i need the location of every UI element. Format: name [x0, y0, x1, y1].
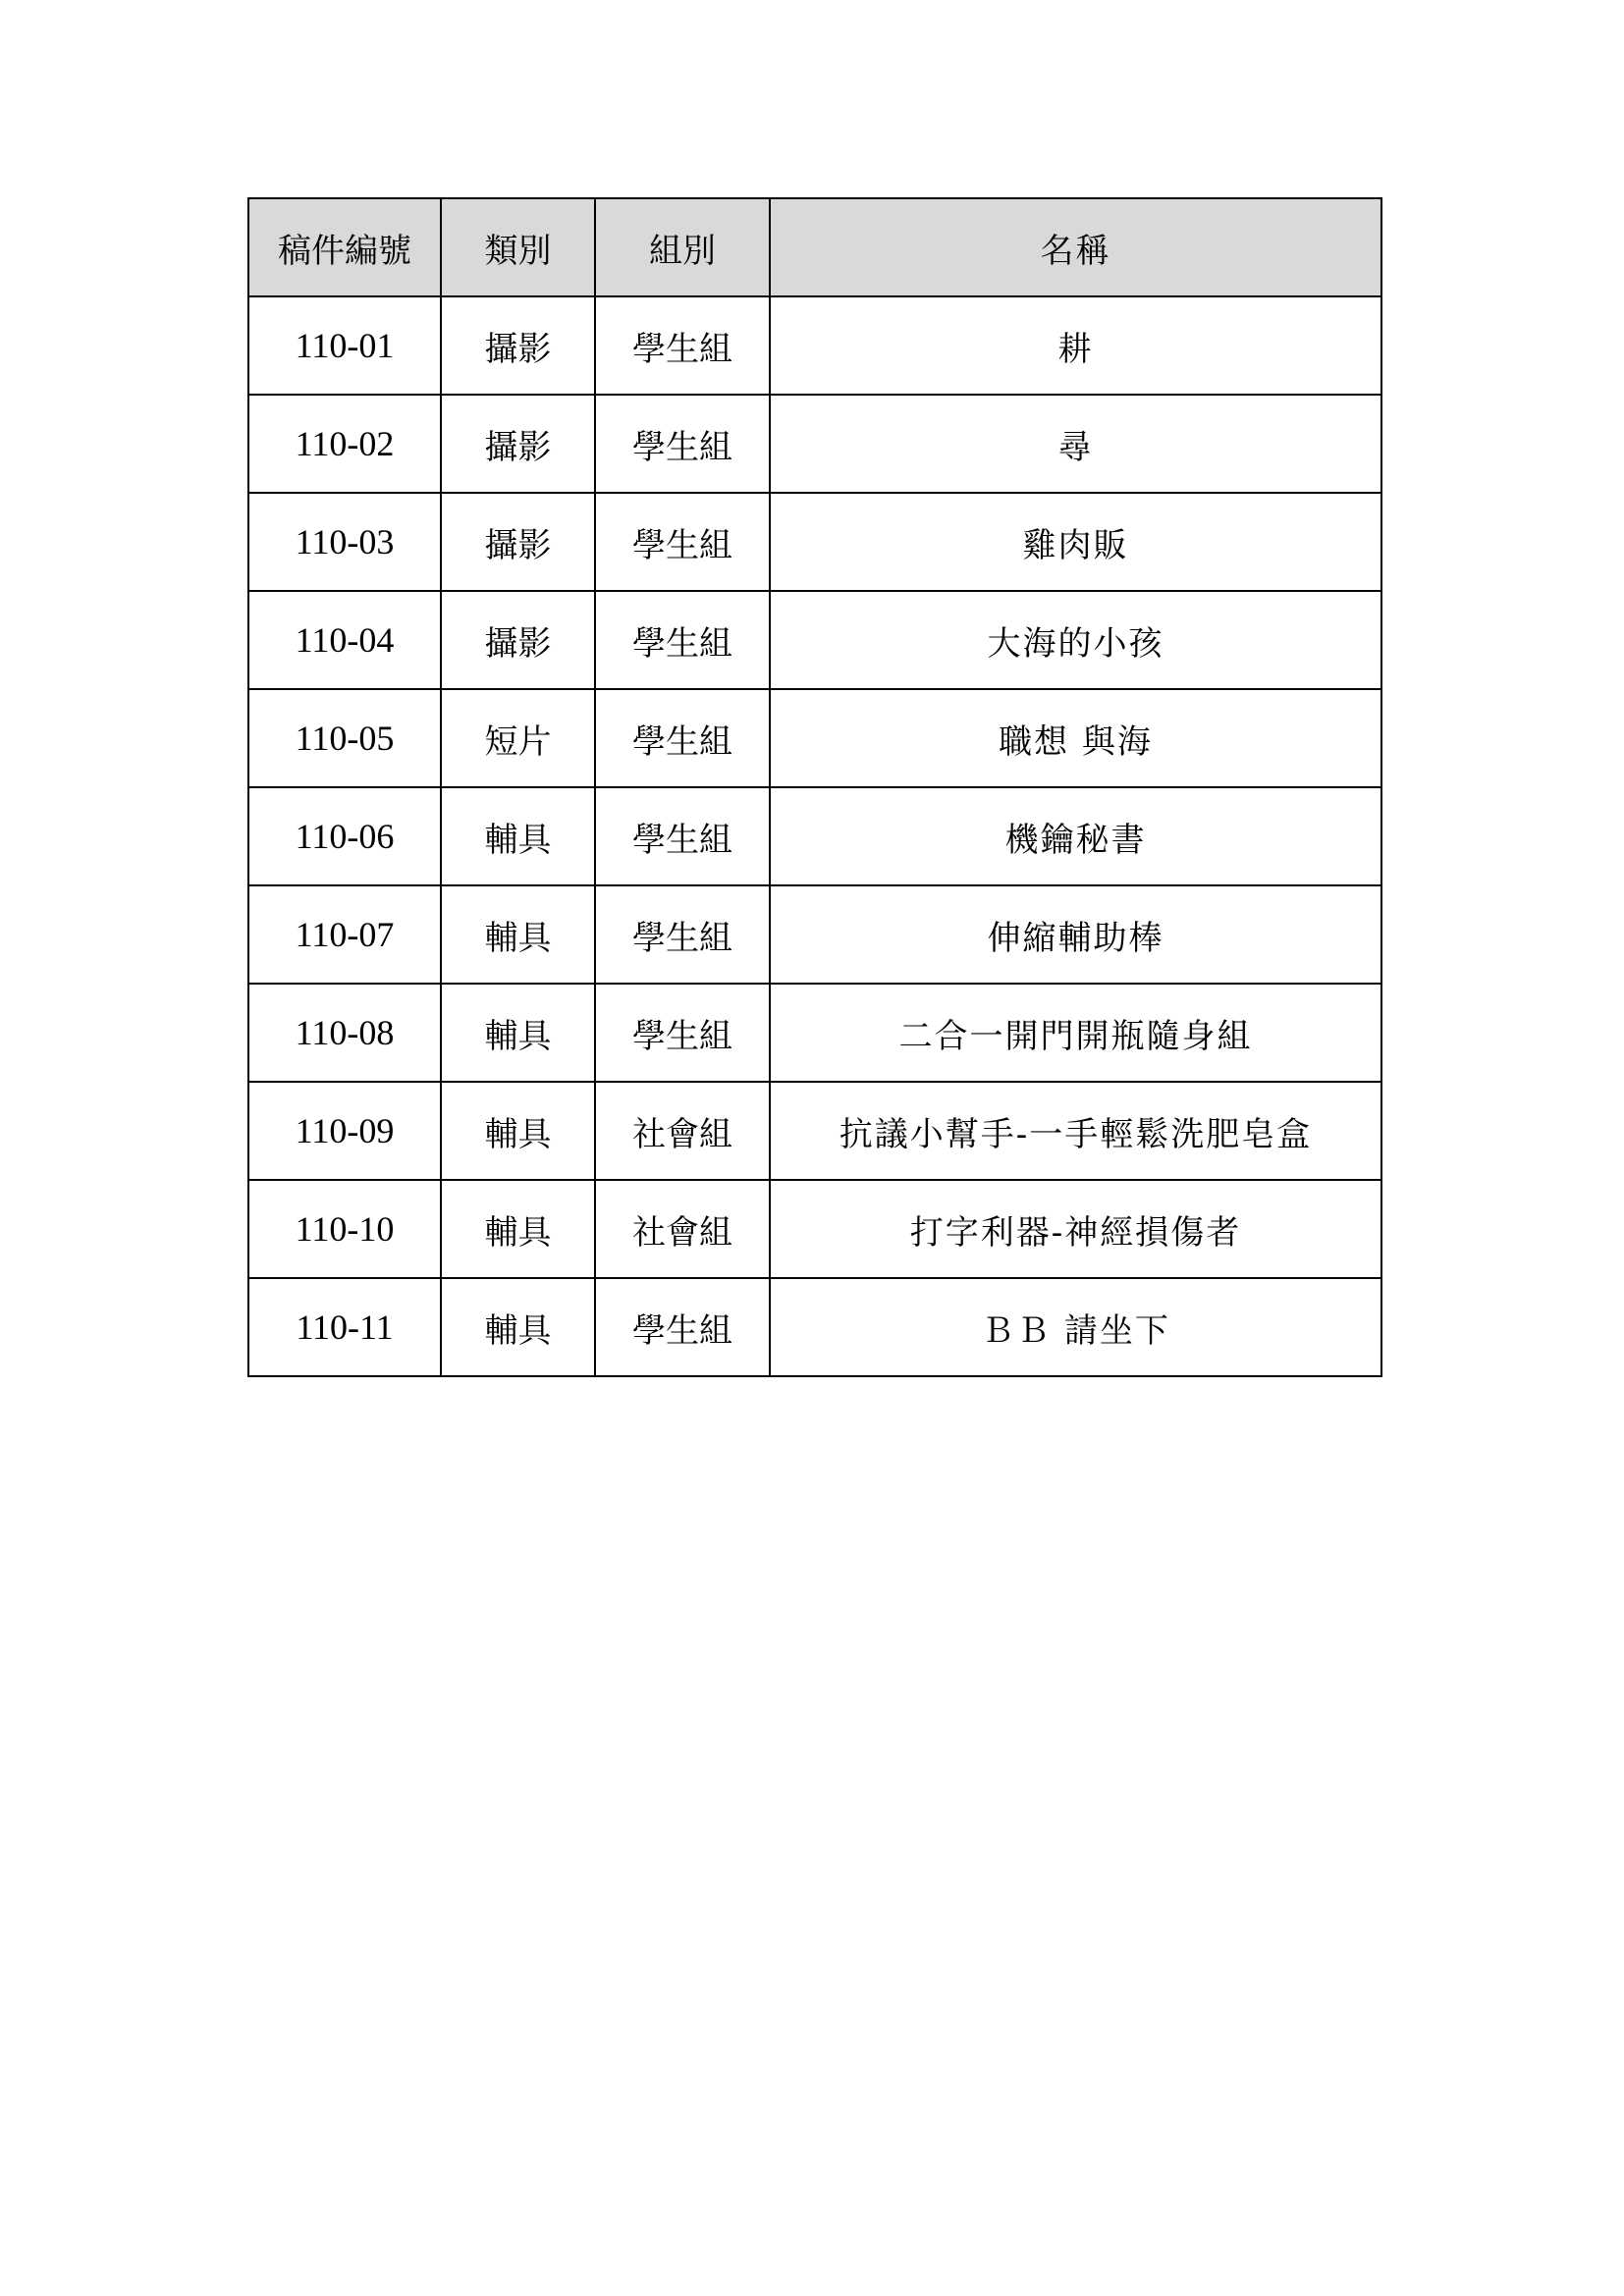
- cell-id: 110-11: [248, 1278, 441, 1376]
- cell-id: 110-01: [248, 296, 441, 395]
- cell-category: 攝影: [441, 395, 595, 493]
- cell-group: 學生組: [595, 591, 770, 689]
- cell-id: 110-09: [248, 1082, 441, 1180]
- cell-id: 110-06: [248, 787, 441, 885]
- cell-id: 110-07: [248, 885, 441, 984]
- cell-name: 抗議小幫手-一手輕鬆洗肥皂盒: [770, 1082, 1381, 1180]
- table-row: [248, 1278, 1381, 1376]
- table-row: [248, 591, 1381, 689]
- cell-category: 攝影: [441, 493, 595, 591]
- cell-name: 大海的小孩: [770, 591, 1381, 689]
- cell-group: 社會組: [595, 1082, 770, 1180]
- table-header-row: [248, 198, 1381, 296]
- table-row: [248, 689, 1381, 787]
- table-row: [248, 885, 1381, 984]
- cell-id: 110-04: [248, 591, 441, 689]
- table-row: [248, 395, 1381, 493]
- cell-category: 攝影: [441, 591, 595, 689]
- table-row: [248, 1180, 1381, 1278]
- cell-name: 耕: [770, 296, 1381, 395]
- cell-id: 110-03: [248, 493, 441, 591]
- cell-id: 110-05: [248, 689, 441, 787]
- table-row: [248, 296, 1381, 395]
- cell-group: 學生組: [595, 296, 770, 395]
- header-group: 組別: [595, 198, 770, 296]
- cell-group: 學生組: [595, 885, 770, 984]
- cell-name: 機鑰秘書: [770, 787, 1381, 885]
- cell-name: 打字利器-神經損傷者: [770, 1180, 1381, 1278]
- cell-category: 輔具: [441, 984, 595, 1082]
- cell-id: 110-02: [248, 395, 441, 493]
- cell-category: 輔具: [441, 885, 595, 984]
- cell-id: 110-08: [248, 984, 441, 1082]
- cell-group: 學生組: [595, 787, 770, 885]
- cell-group: 學生組: [595, 984, 770, 1082]
- cell-name: ＢＢ 請坐下: [770, 1278, 1381, 1376]
- table-row: [248, 984, 1381, 1082]
- cell-group: 學生組: [595, 493, 770, 591]
- table-row: [248, 787, 1381, 885]
- cell-name: 尋: [770, 395, 1381, 493]
- cell-group: 社會組: [595, 1180, 770, 1278]
- header-category: 類別: [441, 198, 595, 296]
- table-row: [248, 493, 1381, 591]
- cell-category: 輔具: [441, 1180, 595, 1278]
- entries-table: [247, 197, 1382, 1377]
- cell-category: 輔具: [441, 787, 595, 885]
- cell-category: 短片: [441, 689, 595, 787]
- cell-category: 輔具: [441, 1082, 595, 1180]
- cell-name: 伸縮輔助棒: [770, 885, 1381, 984]
- cell-group: 學生組: [595, 1278, 770, 1376]
- header-id: 稿件編號: [248, 198, 441, 296]
- cell-id: 110-10: [248, 1180, 441, 1278]
- cell-name: 雞肉販: [770, 493, 1381, 591]
- table-row: [248, 1082, 1381, 1180]
- header-name: 名稱: [770, 198, 1381, 296]
- cell-category: 攝影: [441, 296, 595, 395]
- cell-group: 學生組: [595, 395, 770, 493]
- cell-name: 二合一開門開瓶隨身組: [770, 984, 1381, 1082]
- cell-name: 職想 與海: [770, 689, 1381, 787]
- cell-category: 輔具: [441, 1278, 595, 1376]
- cell-group: 學生組: [595, 689, 770, 787]
